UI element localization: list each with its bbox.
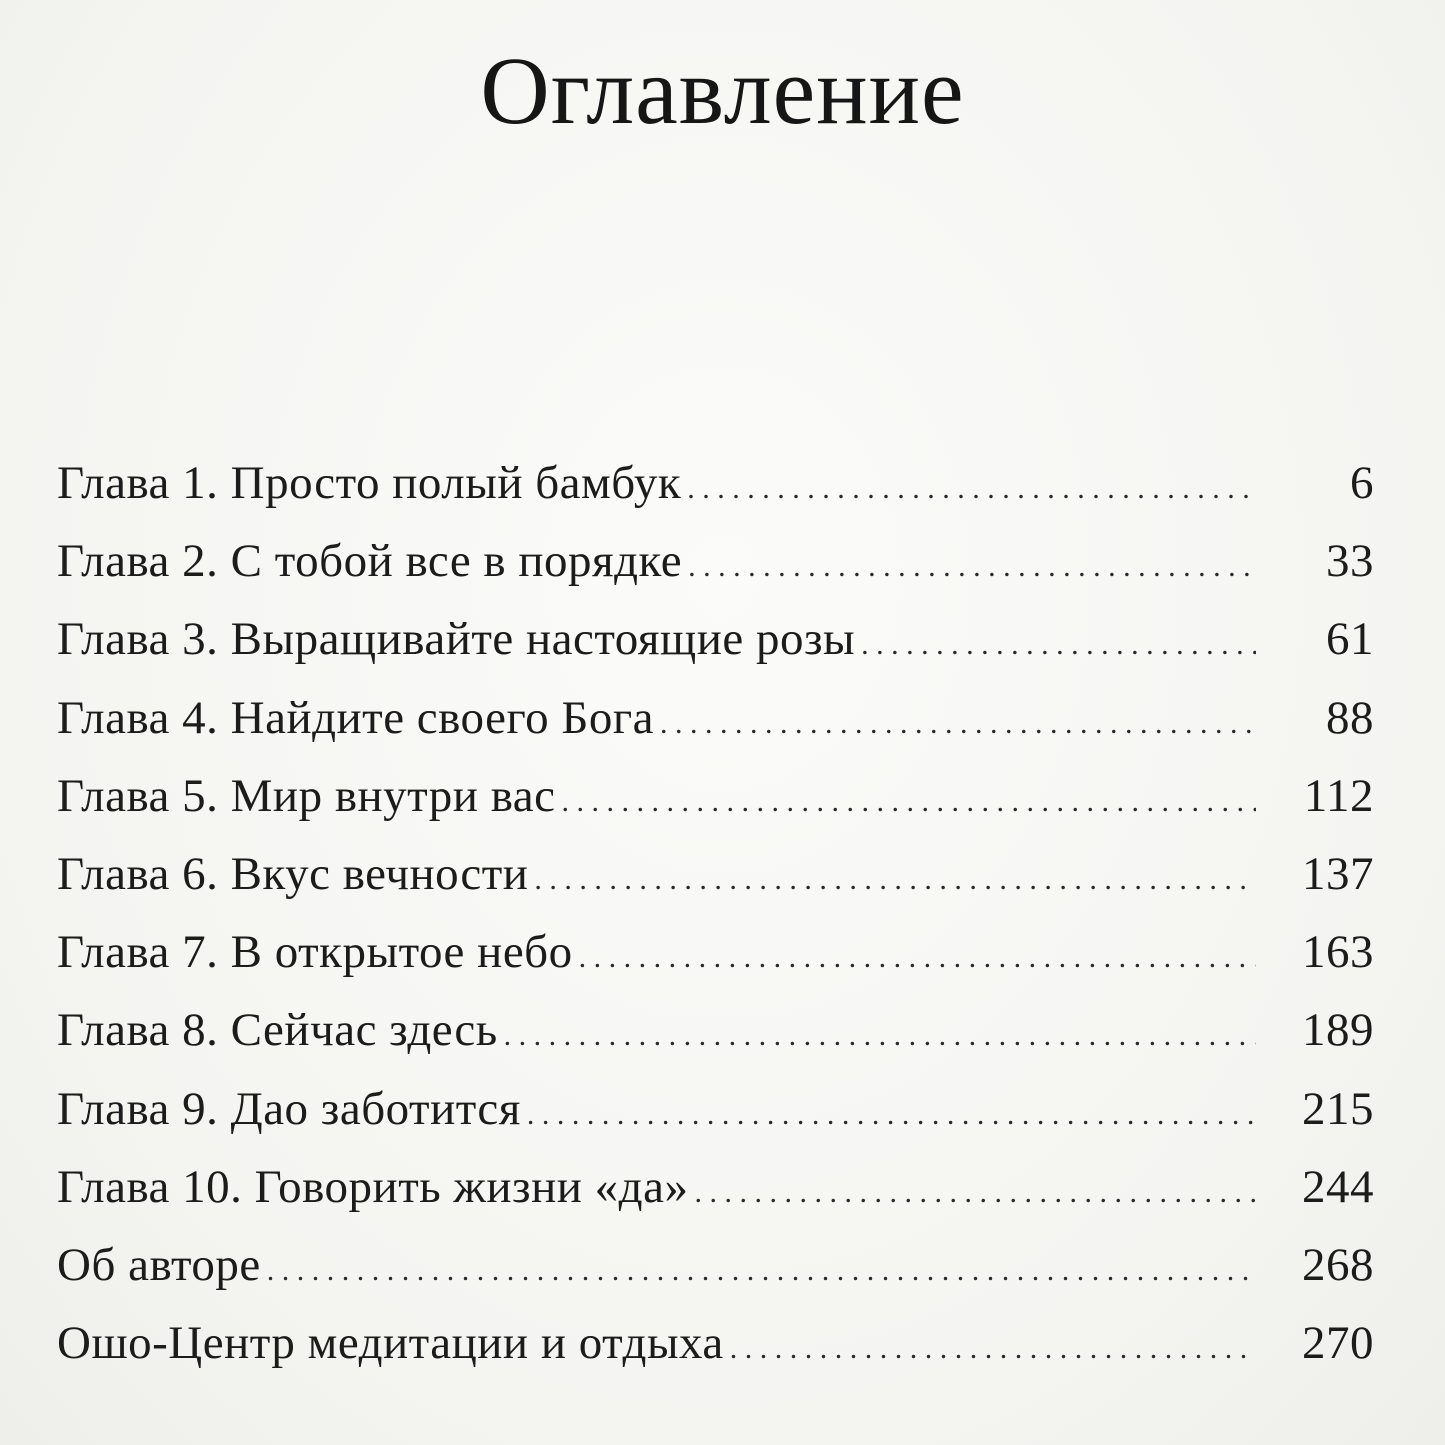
toc-entry — [57, 456, 1374, 534]
dot-leader — [861, 628, 1256, 662]
dot-leader — [688, 550, 1256, 584]
dot-leader — [687, 472, 1256, 506]
toc-entry-page: 112 — [1303, 769, 1374, 822]
toc-entry — [57, 691, 1374, 769]
toc-entry-page: 268 — [1302, 1238, 1374, 1291]
toc-entry — [57, 534, 1374, 612]
dot-leader — [694, 1176, 1256, 1210]
toc-entry-page: 189 — [1302, 1004, 1374, 1057]
toc-entry-label: Глава 1. Просто полый бамбук — [57, 457, 682, 509]
toc-entry-label: Об авторе — [57, 1238, 261, 1291]
toc-entry-page: 163 — [1302, 926, 1374, 979]
toc-entry-page: 215 — [1302, 1082, 1374, 1135]
toc-entry-page: 33 — [1326, 535, 1374, 588]
toc-entry-label: Глава 8. Сейчас здесь — [57, 1004, 498, 1057]
toc-entry-label: Глава 10. Говорить жизни «да» — [57, 1160, 689, 1213]
toc-entry-page: 244 — [1302, 1160, 1374, 1213]
toc-entry — [57, 1003, 1374, 1081]
toc-entry-label: Глава 7. В открытое небо — [57, 926, 573, 979]
dot-leader — [267, 1254, 1256, 1288]
table-of-contents — [57, 456, 1374, 1394]
toc-entry-page: 6 — [1350, 457, 1374, 509]
toc-entry-label: Глава 6. Вкус вечности — [57, 847, 529, 900]
toc-entry-page: 61 — [1326, 613, 1374, 666]
toc-entry-page: 88 — [1326, 691, 1374, 744]
toc-entry-label: Глава 4. Найдите своего Бога — [57, 691, 654, 744]
toc-entry — [57, 1316, 1374, 1394]
dot-leader — [579, 941, 1256, 975]
toc-entry — [57, 1082, 1374, 1160]
toc-entry-page: 137 — [1302, 847, 1374, 900]
toc-entry-label: Глава 2. С тобой все в порядке — [57, 535, 683, 588]
toc-entry — [57, 769, 1374, 847]
toc-entry-label: Глава 3. Выращивайте настоящие розы — [57, 613, 856, 666]
dot-leader — [534, 863, 1256, 897]
toc-entry — [57, 1238, 1374, 1316]
dot-leader — [527, 1098, 1256, 1132]
toc-entry — [57, 925, 1374, 1003]
toc-entry-label: Глава 9. Дао заботится — [57, 1082, 521, 1135]
toc-entry — [57, 612, 1374, 690]
dot-leader — [660, 707, 1256, 741]
dot-leader — [504, 1019, 1256, 1053]
page-title: Оглавление — [480, 37, 965, 144]
toc-entry — [57, 1160, 1374, 1238]
dot-leader — [561, 785, 1256, 819]
dot-leader — [730, 1332, 1256, 1366]
toc-entry-page: 270 — [1302, 1317, 1374, 1370]
toc-entry-label: Ошо-Центр медитации и отдыха — [57, 1317, 724, 1370]
toc-entry — [57, 847, 1374, 925]
toc-entry-label: Глава 5. Мир внутри вас — [57, 769, 556, 822]
